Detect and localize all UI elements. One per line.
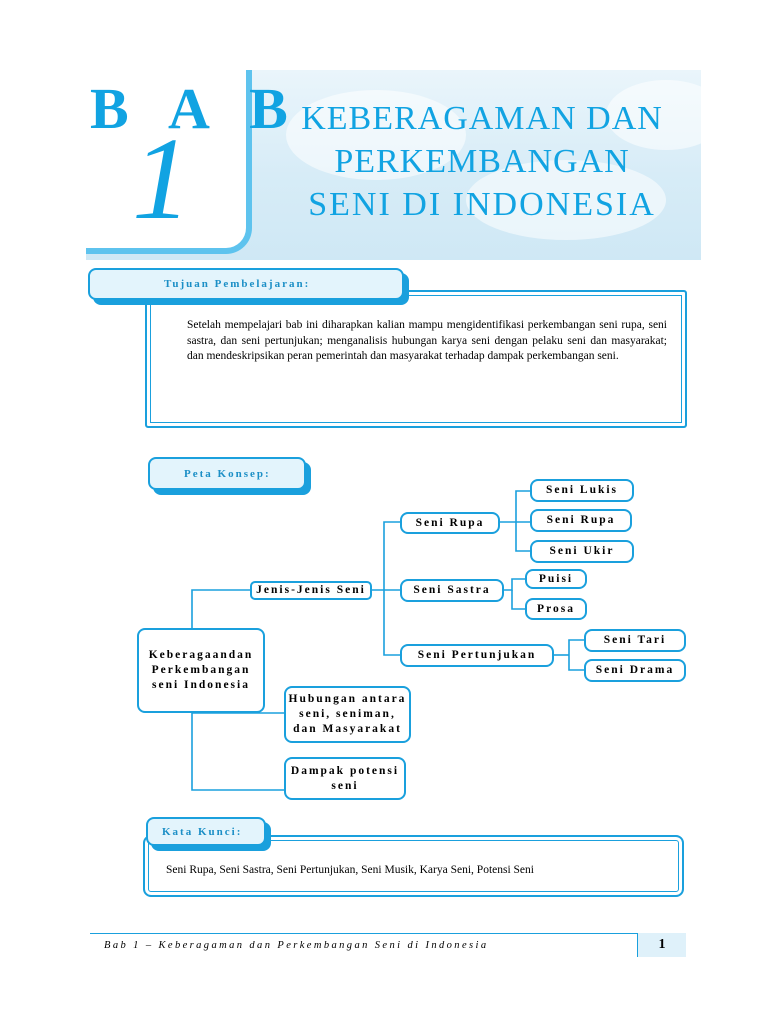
chapter-title-line-1: KEBERAGAMAN DAN xyxy=(301,100,663,137)
keywords-label: Kata Kunci: xyxy=(146,817,266,846)
concept-prosa-node: Prosa xyxy=(525,598,587,620)
chapter-label: B A B xyxy=(90,76,302,141)
connector-pertunjukan-drama xyxy=(569,655,584,670)
connector-sastra-puisi xyxy=(504,579,525,590)
concept-seni-ukir-node: Seni Ukir xyxy=(530,540,634,563)
concept-puisi-node: Puisi xyxy=(525,569,587,589)
chapter-number: 1 xyxy=(132,113,191,244)
concept-hubungan-node: Hubungan antara seni, seniman, dan Masyarakat xyxy=(284,686,411,743)
page-number: 1 xyxy=(637,933,686,957)
footer-divider xyxy=(90,933,686,934)
concept-jenis-node: Jenis-Jenis Seni xyxy=(250,581,372,600)
connector-sastra-prosa xyxy=(512,590,525,609)
connector-jenis-pertunjukan xyxy=(384,590,400,655)
connector-root-dampak xyxy=(192,713,284,790)
connector-pertunjukan-tari xyxy=(569,640,584,655)
connector-jenis-rupa xyxy=(384,522,400,590)
concept-seni-rupa-child-node: Seni Rupa xyxy=(530,509,632,532)
concept-seni-pertunjukan-node: Seni Pertunjukan xyxy=(400,644,554,667)
concept-seni-lukis-node: Seni Lukis xyxy=(530,479,634,502)
connector-rupa-ukir xyxy=(516,522,530,551)
concept-seni-drama-node: Seni Drama xyxy=(584,659,686,682)
concept-map-label: Peta Konsep: xyxy=(148,457,306,490)
concept-dampak-node: Dampak potensi seni xyxy=(284,757,406,800)
connector-rupa-lukis xyxy=(516,491,530,522)
learning-objectives-text: Setelah mempelajari bab ini diharapkan kalian mampu mengidentifikasi perkembangan seni rupa, seni sastra, dan seni pertunjukan; menganalisis hubungan karya seni dengan pelaku seni dan masyarakat; dan mendeskripsikan peran pemerintah dan masyarakat terhadap dampak perkembangan seni. xyxy=(187,319,667,362)
keywords-text: Seni Rupa, Seni Sastra, Seni Pertunjukan, Seni Musik, Karya Seni, Potensi Seni xyxy=(166,864,534,876)
connector-root-jenis xyxy=(192,590,250,628)
learning-objectives-label: Tujuan Pembelajaran: xyxy=(88,268,404,300)
footer-running-title: Bab 1 – Keberagaman dan Perkembangan Seni di Indonesia xyxy=(104,940,489,951)
chapter-title-line-2: PERKEMBANGAN xyxy=(334,143,630,180)
chapter-title-line-3: SENI DI INDONESIA xyxy=(308,186,656,223)
concept-seni-rupa-node: Seni Rupa xyxy=(400,512,500,534)
concept-seni-sastra-node: Seni Sastra xyxy=(400,579,504,602)
concept-seni-tari-node: Seni Tari xyxy=(584,629,686,652)
concept-root-node: Keberagaandan Perkembangan seni Indonesia xyxy=(137,628,265,713)
